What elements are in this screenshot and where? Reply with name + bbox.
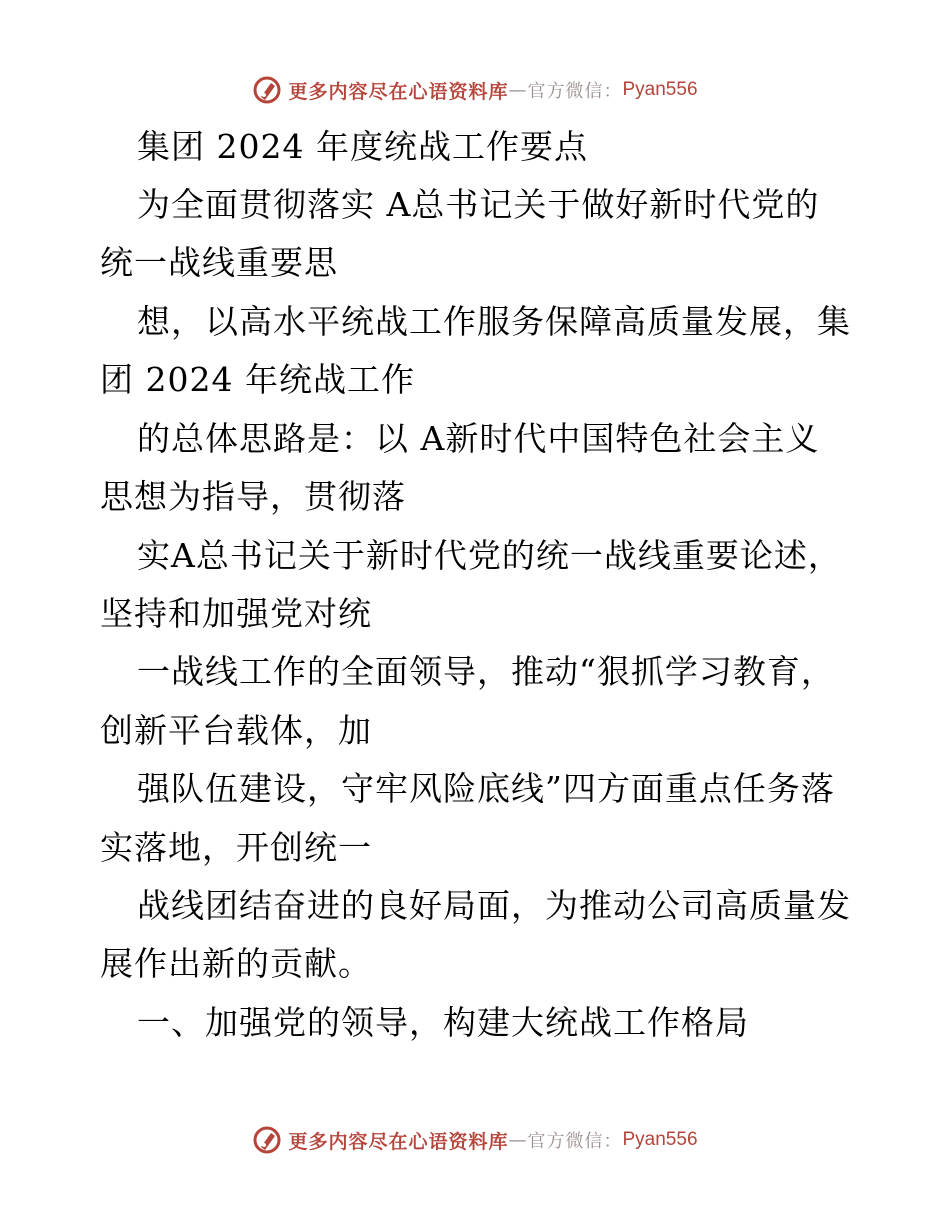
section-heading: 一、加强党的领导，构建大统战工作格局 <box>137 1003 749 1042</box>
paragraph-line: 坚持和加强党对统 <box>100 594 372 633</box>
paragraph-line: 想，以高水平统战工作服务保障高质量发展，集 <box>137 302 851 341</box>
footer-watermark <box>0 1120 950 1160</box>
banner-separator: — <box>508 79 528 101</box>
banner-separator: — <box>508 1129 528 1151</box>
banner-wechat-label: 官方微信： <box>527 81 623 102</box>
paragraph-line: 战线团结奋进的良好局面，为推动公司高质量发 <box>137 886 851 925</box>
paragraph-line: 强队伍建设，守牢风险底线”四方面重点任务落 <box>137 769 835 808</box>
pen-nib-logo-icon <box>252 75 282 105</box>
document-title: 集团 2024 年度统战工作要点 <box>137 127 588 166</box>
banner-title: 更多内容尽在心语资料库 <box>288 80 509 103</box>
paragraph-line: 创新平台载体，加 <box>100 711 372 750</box>
paragraph-line: 为全面贯彻落实 A总书记关于做好新时代党的 <box>137 185 820 224</box>
pen-nib-logo-icon <box>252 1125 282 1155</box>
banner-title: 更多内容尽在心语资料库 <box>288 1130 509 1153</box>
paragraph-line: 的总体思路是：以 A新时代中国特色社会主义 <box>137 419 820 458</box>
paragraph-line: 展作出新的贡献。 <box>100 944 372 983</box>
banner-wechat-label: 官方微信： <box>527 1131 623 1152</box>
banner-wechat-id: Pyan556 <box>622 79 698 100</box>
paragraph-line: 统一战线重要思 <box>100 243 338 282</box>
paragraph-line: 实A总书记关于新时代党的统一战线重要论述， <box>137 536 842 575</box>
banner-wechat-id: Pyan556 <box>622 1129 698 1150</box>
paragraph-line: 实落地，开创统一 <box>100 828 372 867</box>
header-watermark <box>0 70 950 110</box>
paragraph-line: 思想为指导，贯彻落 <box>100 477 406 516</box>
paragraph-line: 一战线工作的全面领导，推动“狠抓学习教育， <box>137 652 835 691</box>
paragraph-line: 团 2024 年统战工作 <box>100 360 415 399</box>
